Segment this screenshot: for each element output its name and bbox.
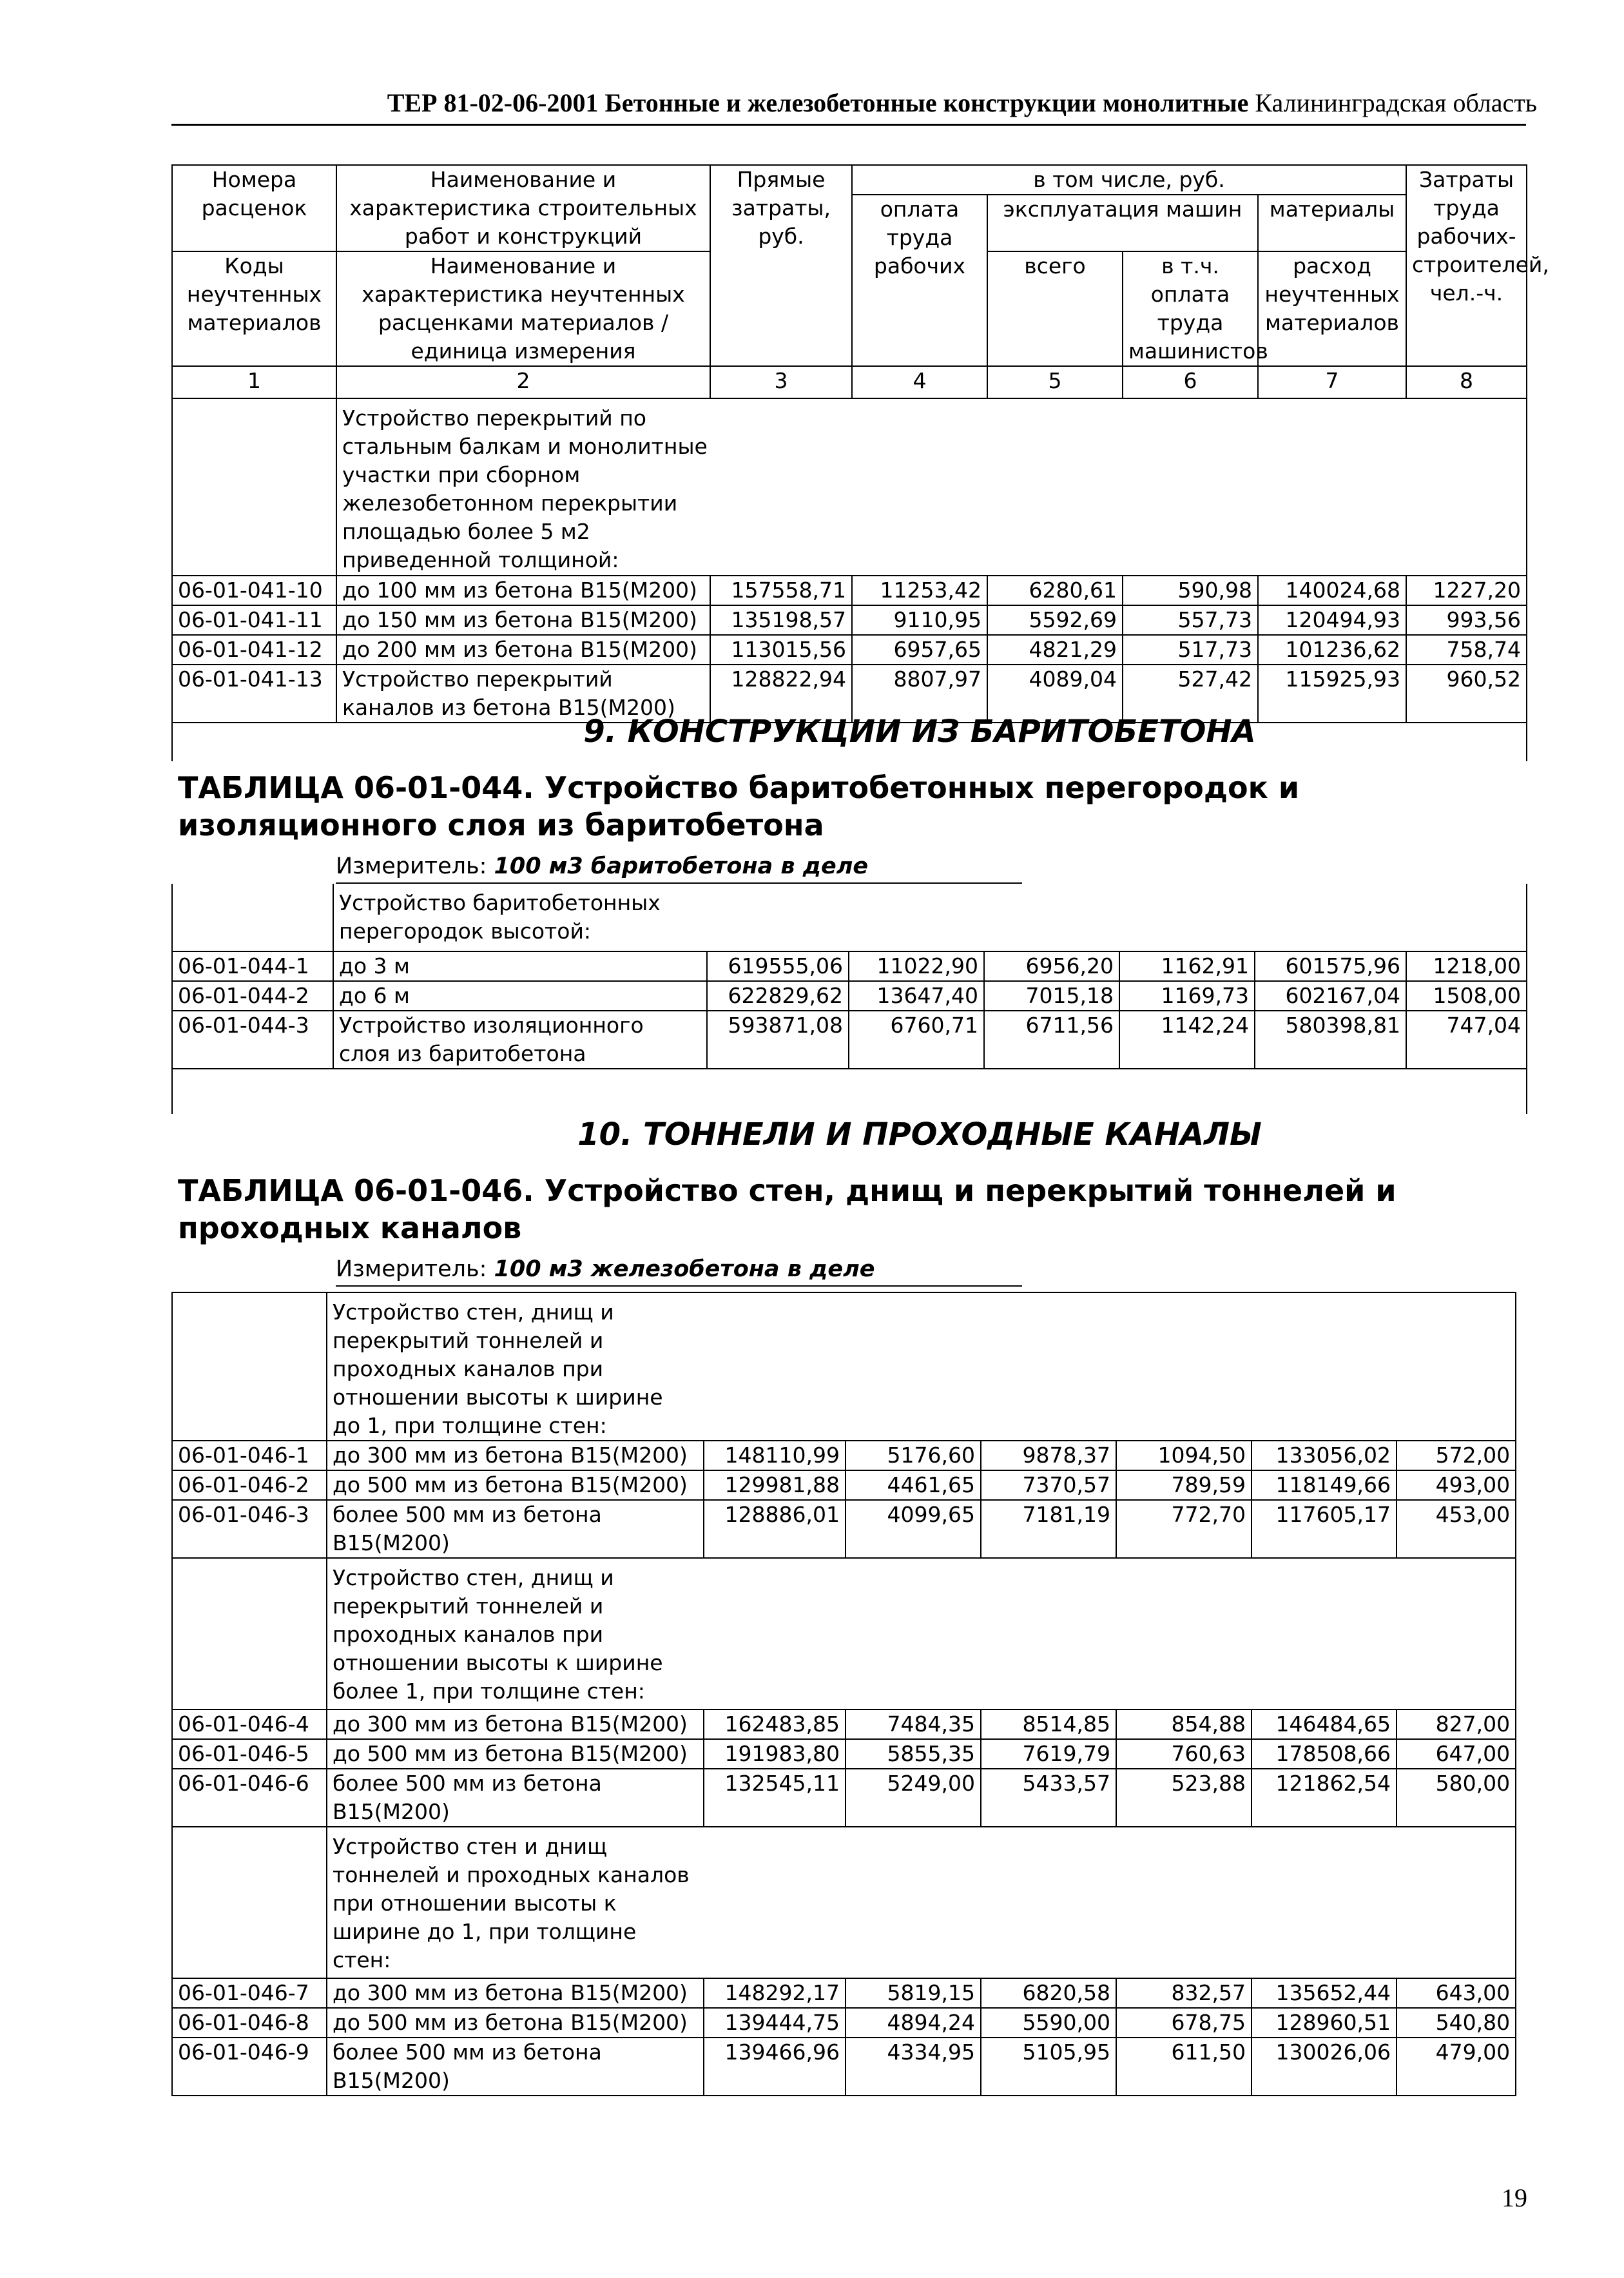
group-title-cell bbox=[327, 1558, 1516, 1709]
group-title-row bbox=[172, 1292, 1516, 1441]
cell-mach: 4821,29 bbox=[987, 635, 1123, 665]
cell-hours: 1227,20 bbox=[1406, 576, 1527, 605]
cell-direct: 139466,96 bbox=[704, 2038, 846, 2096]
cell-code: 06-01-046-1 bbox=[172, 1441, 327, 1470]
rows-041 bbox=[172, 576, 1527, 723]
cell-mat: 601575,96 bbox=[1255, 951, 1406, 981]
cell-labor: 5855,35 bbox=[846, 1739, 981, 1769]
cell-hours: 479,00 bbox=[1397, 2038, 1516, 2096]
col-number: 6 bbox=[1123, 366, 1258, 398]
group-title: Устройство стен и днищ тоннелей и проходных каналов при отношении высоты к ширине до 1, при толщине стен: bbox=[333, 1834, 690, 1972]
cell-labor: 4894,24 bbox=[846, 2008, 981, 2038]
col-header-work-name: Наименование и характеристика строительных работ и конструкций bbox=[336, 165, 710, 251]
cell-name: до 300 мм из бетона B15(M200) bbox=[327, 1978, 704, 2008]
group-title: Устройство баритобетонных перегородок высотой: bbox=[339, 890, 661, 944]
cell-name: до 150 мм из бетона B15(M200) bbox=[336, 605, 710, 635]
group-title-row bbox=[172, 398, 1527, 576]
measure-unit-line bbox=[171, 850, 1526, 882]
cell-code: 06-01-046-5 bbox=[172, 1739, 327, 1769]
cell-hours: 1508,00 bbox=[1406, 981, 1527, 1011]
cell-mach-labor: 1142,24 bbox=[1119, 1011, 1255, 1069]
cell-mat: 133056,02 bbox=[1252, 1441, 1397, 1470]
cell-hours: 827,00 bbox=[1397, 1709, 1516, 1739]
cell-mat: 121862,54 bbox=[1252, 1769, 1397, 1827]
groups-046 bbox=[172, 1292, 1516, 2096]
empty-cell bbox=[172, 1558, 327, 1709]
cell-mat: 130026,06 bbox=[1252, 2038, 1397, 2096]
cell-hours: 453,00 bbox=[1397, 1500, 1516, 1558]
section-10 bbox=[171, 1115, 1526, 2096]
cell-name: до 300 мм из бетона B15(M200) bbox=[327, 1709, 704, 1739]
cell-labor: 13647,40 bbox=[849, 981, 984, 1011]
cell-labor: 9110,95 bbox=[852, 605, 987, 635]
table-row bbox=[172, 576, 1527, 605]
measure-label: Измеритель: bbox=[336, 1256, 494, 1282]
cell-labor: 8807,97 bbox=[852, 665, 987, 723]
cell-mat: 146484,65 bbox=[1252, 1709, 1397, 1739]
group-title-cell bbox=[327, 1292, 1516, 1441]
cell-mach-labor: 760,63 bbox=[1116, 1739, 1252, 1769]
table-row bbox=[172, 1739, 1516, 1769]
cell-direct: 139444,75 bbox=[704, 2008, 846, 2038]
table-title: ТАБЛИЦА 06-01-046. Устройство стен, днищ и перекрытий тоннелей и проходных каналов bbox=[178, 1173, 1397, 1245]
section-9 bbox=[171, 712, 1526, 1114]
group-title: Устройство стен, днищ и перекрытий тоннелей и проходных каналов при отношении высоты к ширине более 1, при толщине стен: bbox=[333, 1565, 663, 1704]
cell-mach: 5592,69 bbox=[987, 605, 1123, 635]
col-number: 1 bbox=[172, 366, 336, 398]
header-title: Бетонные и железобетонные конструкции монолитные bbox=[604, 88, 1249, 117]
cell-code: 06-01-041-11 bbox=[172, 605, 336, 635]
col-header-operator-pay: в т.ч. оплата труда машинистов bbox=[1123, 251, 1258, 366]
cell-mach: 5105,95 bbox=[981, 2038, 1116, 2096]
group-title-row bbox=[172, 884, 1527, 951]
measure-rule bbox=[336, 1285, 1022, 1287]
table-row bbox=[172, 1769, 1516, 1827]
table-row bbox=[172, 1470, 1516, 1500]
cell-mat: 128960,51 bbox=[1252, 2008, 1397, 2038]
cell-mach: 7015,18 bbox=[984, 981, 1119, 1011]
header-rule bbox=[171, 124, 1526, 126]
cell-labor: 4334,95 bbox=[846, 2038, 981, 2096]
cell-hours: 758,74 bbox=[1406, 635, 1527, 665]
cell-code: 06-01-046-8 bbox=[172, 2008, 327, 2038]
cell-direct: 148110,99 bbox=[704, 1441, 846, 1470]
cell-mach-labor: 678,75 bbox=[1116, 2008, 1252, 2038]
section-title: 9. КОНСТРУКЦИИ ИЗ БАРИТОБЕТОНА bbox=[583, 714, 1256, 750]
cell-direct: 622829,62 bbox=[707, 981, 849, 1011]
measure-label: Измеритель: bbox=[336, 853, 494, 879]
cell-mat: 118149,66 bbox=[1252, 1470, 1397, 1500]
cell-mach: 6711,56 bbox=[984, 1011, 1119, 1069]
cell-name: до 200 мм из бетона B15(M200) bbox=[336, 635, 710, 665]
empty-cell bbox=[172, 1827, 327, 1978]
table-row bbox=[172, 2008, 1516, 2038]
cell-direct: 129981,88 bbox=[704, 1470, 846, 1500]
cell-mat: 101236,62 bbox=[1258, 635, 1406, 665]
cell-mat: 115925,93 bbox=[1258, 665, 1406, 723]
table-row bbox=[172, 1500, 1516, 1558]
running-header bbox=[325, 84, 1537, 122]
cell-mach: 6820,58 bbox=[981, 1978, 1116, 2008]
header-region: Калининградская область bbox=[1255, 88, 1537, 117]
cell-direct: 128822,94 bbox=[710, 665, 852, 723]
cell-mach: 6956,20 bbox=[984, 951, 1119, 981]
cell-direct: 148292,17 bbox=[704, 1978, 846, 2008]
cell-hours: 960,52 bbox=[1406, 665, 1527, 723]
cell-mach-labor: 527,42 bbox=[1123, 665, 1258, 723]
section-title: 10. ТОННЕЛИ И ПРОХОДНЫЕ КАНАЛЫ bbox=[577, 1116, 1262, 1153]
table-row bbox=[172, 1709, 1516, 1739]
cell-mach-labor: 517,73 bbox=[1123, 635, 1258, 665]
table-row bbox=[172, 605, 1527, 635]
cell-mach-labor: 590,98 bbox=[1123, 576, 1258, 605]
cell-mach-labor: 523,88 bbox=[1116, 1769, 1252, 1827]
cell-name: более 500 мм из бетона B15(M200) bbox=[327, 1500, 704, 1558]
cell-mach-labor: 1169,73 bbox=[1119, 981, 1255, 1011]
cell-labor: 5249,00 bbox=[846, 1769, 981, 1827]
cell-hours: 493,00 bbox=[1397, 1470, 1516, 1500]
cell-labor: 5176,60 bbox=[846, 1441, 981, 1470]
cell-direct: 157558,71 bbox=[710, 576, 852, 605]
cell-name: до 300 мм из бетона B15(M200) bbox=[327, 1441, 704, 1470]
cell-direct: 113015,56 bbox=[710, 635, 852, 665]
col-header-materials: материалы bbox=[1258, 195, 1406, 251]
cell-code: 06-01-044-1 bbox=[172, 951, 333, 981]
group-title-row bbox=[172, 1558, 1516, 1709]
cell-code: 06-01-046-4 bbox=[172, 1709, 327, 1739]
cell-mach: 8514,85 bbox=[981, 1709, 1116, 1739]
cell-labor: 11253,42 bbox=[852, 576, 987, 605]
cell-mat: 178508,66 bbox=[1252, 1739, 1397, 1769]
cell-name: до 500 мм из бетона B15(M200) bbox=[327, 1470, 704, 1500]
cell-mat: 120494,93 bbox=[1258, 605, 1406, 635]
measure-unit: 100 м3 железобетона в деле bbox=[494, 1256, 875, 1282]
cell-hours: 540,80 bbox=[1397, 2008, 1516, 2038]
cell-mach: 7370,57 bbox=[981, 1470, 1116, 1500]
cell-mat: 135652,44 bbox=[1252, 1978, 1397, 2008]
col-number: 5 bbox=[987, 366, 1123, 398]
cell-hours: 580,00 bbox=[1397, 1769, 1516, 1827]
cell-mat: 580398,81 bbox=[1255, 1011, 1406, 1069]
measure-unit-line bbox=[171, 1253, 1526, 1285]
col-number: 2 bbox=[336, 366, 710, 398]
col-header-material-name: Наименование и характеристика неучтенных расценками материалов / единица измерения bbox=[336, 251, 710, 366]
cell-name: до 6 м bbox=[333, 981, 707, 1011]
cell-hours: 747,04 bbox=[1406, 1011, 1527, 1069]
cell-mach: 6280,61 bbox=[987, 576, 1123, 605]
cell-mat: 117605,17 bbox=[1252, 1500, 1397, 1558]
measure-unit: 100 м3 баритобетона в деле bbox=[494, 853, 869, 879]
cell-mat: 602167,04 bbox=[1255, 981, 1406, 1011]
cell-mach: 5433,57 bbox=[981, 1769, 1116, 1827]
cell-code: 06-01-044-2 bbox=[172, 981, 333, 1011]
table-row bbox=[172, 1978, 1516, 2008]
cell-name: Устройство изоляционного слоя из баритобетона bbox=[333, 1011, 707, 1069]
cell-direct: 132545,11 bbox=[704, 1769, 846, 1827]
empty-cell bbox=[172, 1292, 327, 1441]
table-row bbox=[172, 1011, 1527, 1069]
cell-name: до 500 мм из бетона B15(M200) bbox=[327, 1739, 704, 1769]
col-header-machines: эксплуатация машин bbox=[987, 195, 1258, 251]
cell-mach-labor: 1094,50 bbox=[1116, 1441, 1252, 1470]
cell-code: 06-01-046-3 bbox=[172, 1500, 327, 1558]
col-header-direct-costs: Прямые затраты, руб. bbox=[710, 165, 852, 366]
cell-labor: 4461,65 bbox=[846, 1470, 981, 1500]
cell-labor: 4099,65 bbox=[846, 1500, 981, 1558]
cell-name: более 500 мм из бетона B15(M200) bbox=[327, 2038, 704, 2096]
table-row bbox=[172, 635, 1527, 665]
cell-direct: 162483,85 bbox=[704, 1709, 846, 1739]
cell-code: 06-01-046-7 bbox=[172, 1978, 327, 2008]
cell-direct: 619555,06 bbox=[707, 951, 849, 981]
cell-hours: 643,00 bbox=[1397, 1978, 1516, 2008]
cell-labor: 6957,65 bbox=[852, 635, 987, 665]
cell-mach-labor: 854,88 bbox=[1116, 1709, 1252, 1739]
cell-name: до 500 мм из бетона B15(M200) bbox=[327, 2008, 704, 2038]
cell-name: Устройство перекрытий каналов из бетона B15(M200) bbox=[336, 665, 710, 723]
cell-hours: 993,56 bbox=[1406, 605, 1527, 635]
cell-mach: 7619,79 bbox=[981, 1739, 1116, 1769]
cell-mach-labor: 557,73 bbox=[1123, 605, 1258, 635]
cell-mach: 9878,37 bbox=[981, 1441, 1116, 1470]
cell-code: 06-01-044-3 bbox=[172, 1011, 333, 1069]
table-row bbox=[172, 1441, 1516, 1470]
group-title: Устройство стен, днищ и перекрытий тоннелей и проходных каналов при отношении высоты к ширине до 1, при толщине стен: bbox=[333, 1300, 663, 1438]
table-title: ТАБЛИЦА 06-01-044. Устройство баритобетонных перегородок и изоляционного слоя из баритобетона bbox=[178, 770, 1300, 842]
cell-hours: 647,00 bbox=[1397, 1739, 1516, 1769]
col-number: 3 bbox=[710, 366, 852, 398]
table-row bbox=[172, 2038, 1516, 2096]
col-number-row bbox=[172, 366, 1527, 398]
col-header-codes: Коды неучтенных материалов bbox=[172, 251, 336, 366]
cell-name: до 100 мм из бетона B15(M200) bbox=[336, 576, 710, 605]
rates-table-041 bbox=[171, 164, 1549, 761]
cell-name: более 500 мм из бетона B15(M200) bbox=[327, 1769, 704, 1827]
cell-labor: 6760,71 bbox=[849, 1011, 984, 1069]
page-number: 19 bbox=[1502, 2183, 1527, 2212]
table-row bbox=[172, 981, 1527, 1011]
cell-code: 06-01-046-9 bbox=[172, 2038, 327, 2096]
cell-mach-labor: 832,57 bbox=[1116, 1978, 1252, 2008]
group-title: Устройство перекрытий по стальным балкам и монолитные участки при сборном железобетонном перекрытии площадью более 5 м2 приведенной толщиной: bbox=[342, 405, 708, 572]
rows-044 bbox=[172, 951, 1527, 1069]
cell-hours: 1218,00 bbox=[1406, 951, 1527, 981]
group-title-cell bbox=[327, 1827, 1516, 1978]
cell-direct: 191983,80 bbox=[704, 1739, 846, 1769]
cell-mach: 7181,19 bbox=[981, 1500, 1116, 1558]
col-header-labor-hours: Затраты труда рабочих-строителей, чел.-ч. bbox=[1406, 165, 1527, 366]
cell-direct: 128886,01 bbox=[704, 1500, 846, 1558]
col-header-rate-numbers: Номера расценок bbox=[172, 165, 336, 251]
col-header-material-use: расход неучтенных материалов bbox=[1258, 251, 1406, 366]
cell-mach-labor: 772,70 bbox=[1116, 1500, 1252, 1558]
cell-code: 06-01-046-6 bbox=[172, 1769, 327, 1827]
cell-mach-labor: 789,59 bbox=[1116, 1470, 1252, 1500]
cell-name: до 3 м bbox=[333, 951, 707, 981]
cell-code: 06-01-041-10 bbox=[172, 576, 336, 605]
cell-labor: 5819,15 bbox=[846, 1978, 981, 2008]
cell-direct: 135198,57 bbox=[710, 605, 852, 635]
col-number: 7 bbox=[1258, 366, 1406, 398]
col-number: 8 bbox=[1406, 366, 1527, 398]
cell-direct: 593871,08 bbox=[707, 1011, 849, 1069]
cell-mach: 5590,00 bbox=[981, 2008, 1116, 2038]
col-number: 4 bbox=[852, 366, 987, 398]
cell-code: 06-01-041-13 bbox=[172, 665, 336, 723]
cell-mach-labor: 611,50 bbox=[1116, 2038, 1252, 2096]
header-code: ТЕР 81-02-06-2001 bbox=[387, 88, 599, 117]
col-header-including: в том числе, руб. bbox=[852, 165, 1406, 195]
cell-mach: 4089,04 bbox=[987, 665, 1123, 723]
col-header-machines-total: всего bbox=[987, 251, 1123, 366]
group-title-row bbox=[172, 1827, 1516, 1978]
cell-code: 06-01-046-2 bbox=[172, 1470, 327, 1500]
cell-labor: 11022,90 bbox=[849, 951, 984, 981]
cell-mach-labor: 1162,91 bbox=[1119, 951, 1255, 981]
cell-hours: 572,00 bbox=[1397, 1441, 1516, 1470]
col-header-worker-pay: оплата труда рабочих bbox=[852, 195, 987, 366]
cell-labor: 7484,35 bbox=[846, 1709, 981, 1739]
table-row bbox=[172, 951, 1527, 981]
cell-code: 06-01-041-12 bbox=[172, 635, 336, 665]
cell-mat: 140024,68 bbox=[1258, 576, 1406, 605]
